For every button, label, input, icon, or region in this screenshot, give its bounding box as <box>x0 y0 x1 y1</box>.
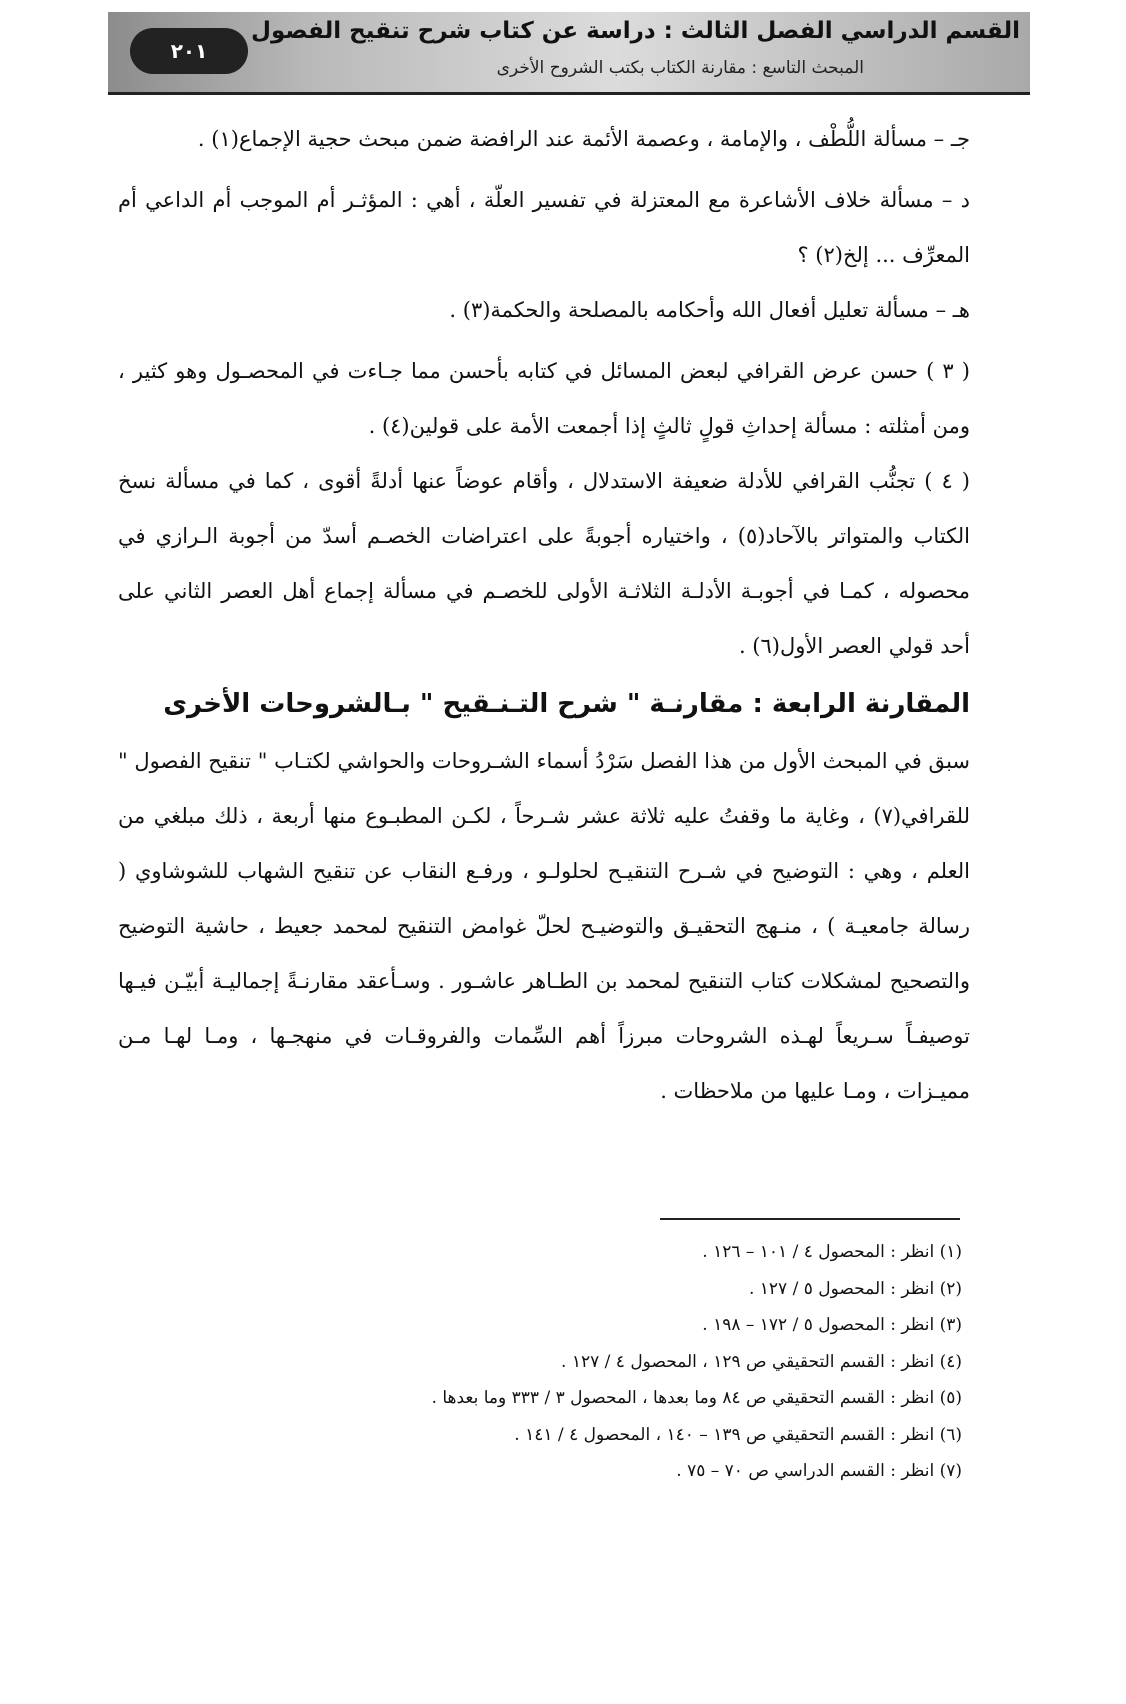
running-header <box>108 12 1030 95</box>
footnote-5: (٥) انظر : القسم التحقيقي ص ٨٤ وما بعدها ، المحصول ٣ / ٣٣٣ وما بعدها . <box>431 1388 962 1408</box>
section-heading: المقارنة الرابعة : مقارنـة " شرح التـنـقيح " بـالشروحات الأخرى <box>163 689 970 719</box>
paragraph-point-4: ( ٤ ) تجنُّب القرافي للأدلة ضعيفة الاستدلال ، وأقام عوضاً عنها أدلةً أقوى ، كما في مسألة نسخ الكتاب والمتواتر بالآحاد(٥) ، واختياره أجوبةً على اعتراضات الخصـم أسدّ من أجوبة الـرازي في محصوله ، كمـا في أجوبـة الأدلـة الثلاثـة الأولى للخصـم في مسألة إجماع أهل العصر الثاني على أحد قولي العصر الأول(٦) . <box>118 469 971 658</box>
section-paragraph: سبق في المبحث الأول من هذا الفصل سَرْدُ أسماء الشـروحات والحواشي لكتـاب " تنقيح الفصول " للقرافي(٧) ، وغاية ما وقفتُ عليه ثلاثة عشر شـرحاً ، لكـن المطبـوع منها أربعة ، ذلك مبلغي من العلم ، وهي : التوضيح في شـرح التنقيـح لحلولـو ، ورفـع النقاب عن تنقيح الشهاب للشوشاوي ( رسالة جامعيـة ) ، منـهج التحقيـق والتوضيـح لحلّ غوامض التنقيح لمحمد جعيط ، حاشية التوضيح والتصحيح لمشكلات كتاب التنقيح لمحمد بن الطـاهر عاشـور . وسـأعقد مقارنـةً إجماليـة أبيّـن فيـها توصيفـاً سـريعاً لهـذه الشروحات مبرزاً أهم السِّمات والفروقـات في منهجـها ، ومـا لهـا مـن مميـزات ، ومـا عليها من ملاحظات . <box>118 749 970 1103</box>
footnote-6: (٦) انظر : القسم التحقيقي ص ١٣٩ – ١٤٠ ، المحصول ٤ / ١٤١ . <box>514 1424 962 1445</box>
page-number-badge: ٢٠١ <box>130 28 248 74</box>
paragraph-point-3: ( ٣ ) حسن عرض القرافي لبعض المسائل في كتابه بأحسن مما جـاءت في المحصـول وهو كثير ، ومن أمثلته : مسألة إحداثِ قولٍ ثالثٍ إذا أجمعت الأمة على قولين(٤) . <box>118 359 970 438</box>
main-text <box>118 112 970 1119</box>
header-section-title: المبحث التاسع : مقارنة الكتاب بكتب الشروح الأخرى <box>496 58 864 78</box>
paragraph-item-jim: جـ – مسألة اللُّطْف ، والإمامة ، وعصمة الأئمة عند الرافضة ضمن مبحث حجية الإجماع(١) . <box>197 127 970 151</box>
footnote-divider <box>660 1218 960 1220</box>
footnote-7: (٧) انظر : القسم الدراسي ص ٧٠ – ٧٥ . <box>676 1461 962 1481</box>
paragraph-item-ha: هـ – مسألة تعليل أفعال الله وأحكامه بالمصلحة والحكمة(٣) . <box>449 298 970 322</box>
paragraph-item-dal: د – مسألة خلاف الأشاعرة مع المعتزلة في تفسير العلّة ، أهي : المؤثـر أم الموجب أم الداعي أم المعرِّف ... إلخ(٢) ؟ <box>118 188 970 267</box>
footnote-3: (٣) انظر : المحصول ٥ / ١٧٢ – ١٩٨ . <box>702 1315 962 1335</box>
footnote-1: (١) انظر : المحصول ٤ / ١٠١ – ١٢٦ . <box>702 1242 962 1262</box>
footnote-2: (٢) انظر : المحصول ٥ / ١٢٧ . <box>748 1278 962 1299</box>
footnotes <box>300 1234 962 1490</box>
footnote-4: (٤) انظر : القسم التحقيقي ص ١٢٩ ، المحصول ٤ / ١٢٧ . <box>561 1351 962 1372</box>
header-chapter-title: القسم الدراسي الفصل الثالث : دراسة عن كتاب شرح تنقيح الفصول <box>251 18 1020 44</box>
